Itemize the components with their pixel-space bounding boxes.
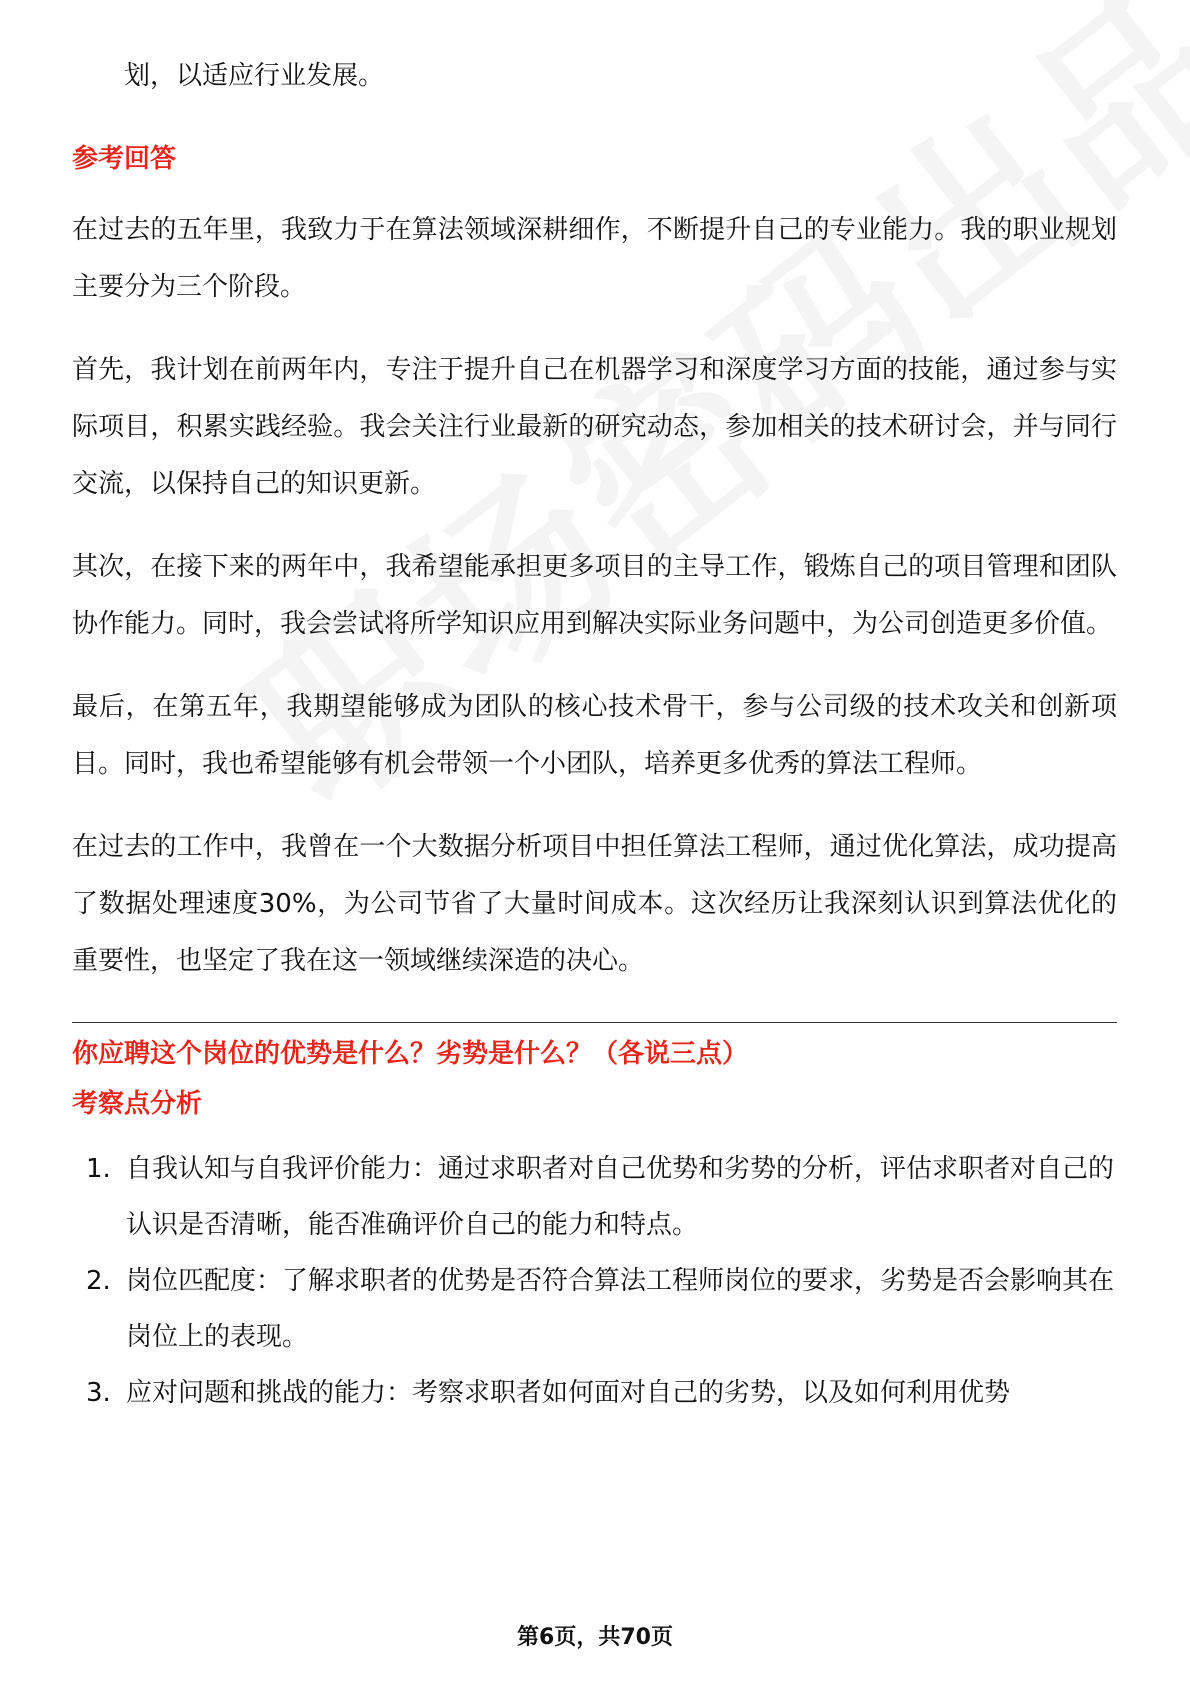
list-item: [72, 1253, 1117, 1365]
list-item: [72, 1365, 1117, 1421]
answer-paragraph: 在过去的五年里，我致力于在算法领域深耕细作，不断提升自己的专业能力。我的职业规划主要分为三个阶段。: [72, 215, 1117, 302]
list-item-number: 1.: [86, 1154, 111, 1184]
list-item-number: 3.: [86, 1378, 111, 1408]
section-divider: [72, 1022, 1117, 1023]
list-item-text: 自我认知与自我评价能力：通过求职者对自己优势和劣势的分析，评估求职者对自己的认识是否清晰，能否准确评价自己的能力和特点。: [126, 1154, 1115, 1240]
list-item: [72, 1141, 1117, 1253]
answer-paragraph: 首先，我计划在前两年内，专注于提升自己在机器学习和深度学习方面的技能，通过参与实际项目，积累实践经验。我会关注行业最新的研究动态，参加相关的技术研讨会，并与同行交流，以保持自己的知识更新。: [72, 355, 1117, 499]
analysis-list: [72, 1141, 1117, 1421]
page-footer: 第6页，共70页: [517, 1625, 673, 1650]
list-item-number: 2.: [86, 1266, 111, 1296]
answer-heading: 参考回答: [72, 144, 177, 174]
question-heading: 你应聘这个岗位的优势是什么？劣势是什么？（各说三点）: [72, 1039, 749, 1069]
answer-paragraph: 其次，在接下来的两年中，我希望能承担更多项目的主导工作，锻炼自己的项目管理和团队协作能力。同时，我会尝试将所学知识应用到解决实际业务问题中，为公司创造更多价值。: [72, 552, 1117, 639]
document-page: [72, 48, 1117, 1421]
list-item-text: 岗位匹配度：了解求职者的优势是否符合算法工程师岗位的要求，劣势是否会影响其在岗位上的表现。: [126, 1266, 1115, 1352]
answer-paragraph: 在过去的工作中，我曾在一个大数据分析项目中担任算法工程师，通过优化算法，成功提高了数据处理速度30%，为公司节省了大量时间成本。这次经历让我深刻认识到算法优化的重要性，也坚定了我在这一领域继续深造的决心。: [72, 832, 1117, 976]
answer-paragraph: 最后，在第五年，我期望能够成为团队的核心技术骨干，参与公司级的技术攻关和创新项目。同时，我也希望能够有机会带领一个小团队，培养更多优秀的算法工程师。: [72, 692, 1117, 779]
list-item-text: 应对问题和挑战的能力：考察求职者如何面对自己的劣势，以及如何利用优势: [126, 1378, 1011, 1408]
analysis-heading: 考察点分析: [72, 1089, 203, 1119]
continuation-text: 划，以适应行业发展。: [124, 61, 385, 91]
